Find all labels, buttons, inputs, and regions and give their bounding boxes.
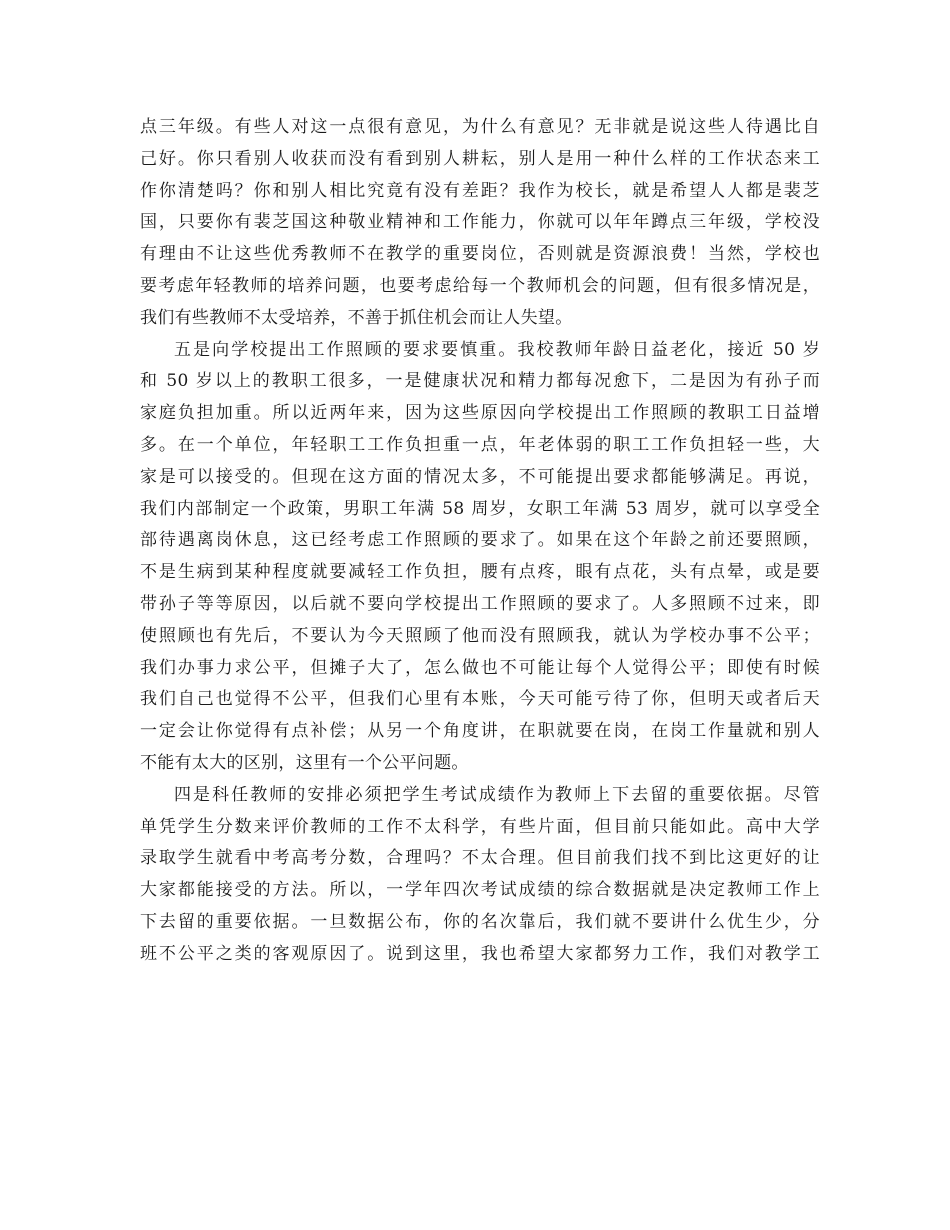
text-line: 我们有些教师不太受培养，不善于抓住机会而让人失望。 [140,307,573,328]
text-line: 我们内部制定一个政策，男职工年满 58 周岁，女职工年满 53 周岁，就可以享受全 [140,498,820,519]
text-line: 我们办事力求公平，但摊子大了，怎么做也不可能让每个人觉得公平；即使有时候 [140,657,820,678]
text-line: 要考虑年轻教师的培养问题，也要考虑给每一个教师机会的问题，但有很多情况是， [140,275,820,296]
text-line: 大家都能接受的方法。所以，一学年四次考试成绩的综合数据就是决定教师工作上 [140,880,820,901]
text-line: 四是科任教师的安排必须把学生考试成绩作为教师上下去留的重要依据。尽管 [174,784,820,805]
text-line: 家是可以接受的。但现在这方面的情况太多，不可能提出要求都能够满足。再说， [140,466,820,487]
paragraph-2 [140,335,820,780]
text-line: 下去留的重要依据。一旦数据公布，你的名次靠后，我们就不要讲什么优生少，分 [140,911,820,932]
document-body [140,112,820,971]
text-line: 部待遇离岗休息，这已经考虑工作照顾的要求了。如果在这个年龄之前还要照顾， [140,530,820,551]
text-line: 单凭学生分数来评价教师的工作不太科学，有些片面，但目前只能如此。高中大学 [140,816,820,837]
text-line: 不是生病到某种程度就要减轻工作负担，腰有点疼，眼有点花，头有点晕，或是要 [140,562,820,583]
text-line: 点三年级。有些人对这一点很有意见，为什么有意见？无非就是说这些人待遇比自 [140,117,820,137]
text-line: 班不公平之类的客观原因了。说到这里，我也希望大家都努力工作，我们对教学工 [140,943,820,964]
text-line: 录取学生就看中考高考分数，合理吗？不太合理。但目前我们找不到比这更好的让 [140,848,820,869]
text-line: 五是向学校提出工作照顾的要求要慎重。我校教师年龄日益老化，接近 50 岁 [174,339,820,360]
text-line: 我们自己也觉得不公平，但我们心里有本账，今天可能亏待了你，但明天或者后天 [140,689,820,710]
text-line: 有理由不让这些优秀教师不在教学的重要岗位，否则就是资源浪费！当然，学校也 [140,244,820,265]
text-line: 国，只要你有裴芝国这种敬业精神和工作能力，你就可以年年蹲点三年级，学校没 [140,212,820,233]
text-line: 家庭负担加重。所以近两年来，因为这些原因向学校提出工作照顾的教职工日益增 [140,403,820,424]
text-line: 使照顾也有先后，不要认为今天照顾了他而没有照顾我，就认为学校办事不公平； [140,625,820,646]
text-line: 带孙子等等原因，以后就不要向学校提出工作照顾的要求了。人多照顾不过来，即 [140,593,820,614]
text-line: 一定会让你觉得有点补偿；从另一个角度讲，在职就要在岗，在岗工作量就和别人 [140,721,820,742]
text-line: 多。在一个单位，年轻职工工作负担重一点，年老体弱的职工工作负担轻一些，大 [140,434,820,455]
text-line: 己好。你只看别人收获而没有看到别人耕耘，别人是用一种什么样的工作状态来工 [140,148,820,169]
paragraph-1 [140,112,820,335]
text-line: 作你清楚吗？你和别人相比究竟有没有差距？我作为校长，就是希望人人都是裴芝 [140,180,820,201]
text-line: 不能有太大的区别，这里有一个公平问题。 [140,752,469,773]
paragraph-3 [140,780,820,971]
text-line: 和 50 岁以上的教职工很多，一是健康状况和精力都每况愈下，二是因为有孙子而 [140,371,820,392]
